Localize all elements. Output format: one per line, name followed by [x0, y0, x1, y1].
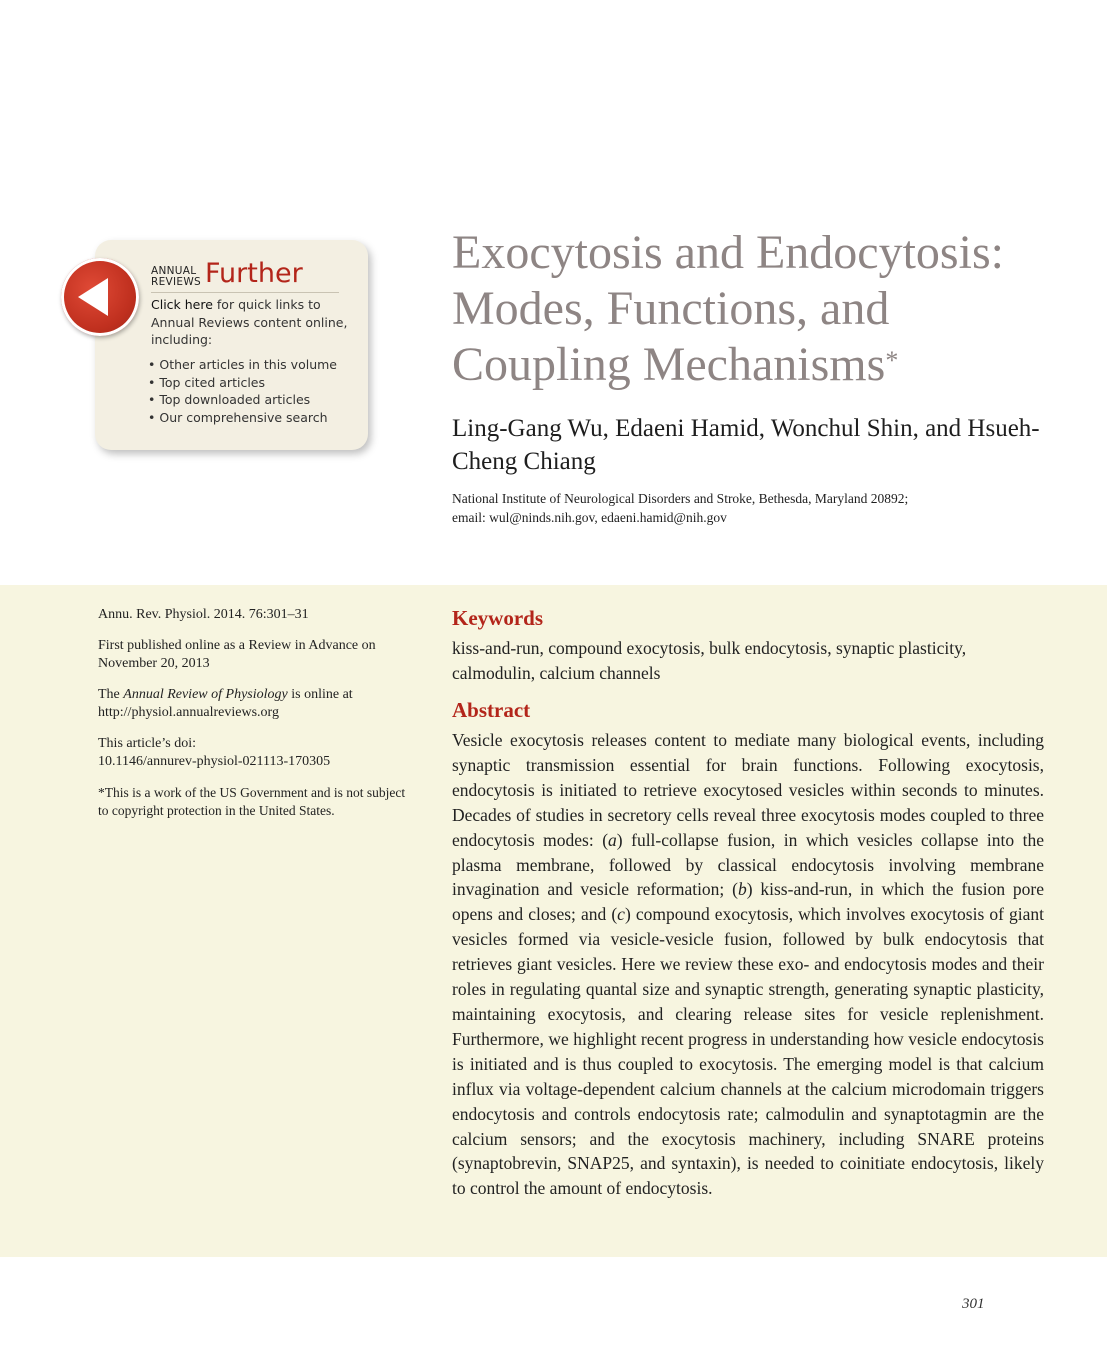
page-number: 301	[962, 1296, 985, 1312]
abstract-heading: Abstract	[452, 698, 531, 722]
further-back-arrow-icon[interactable]	[61, 258, 139, 336]
further-links-list	[148, 356, 337, 426]
further-link-top-cited[interactable]: • Top cited articles	[148, 374, 337, 392]
affiliation-line: National Institute of Neurological Disorders and Stroke, Bethesda, Maryland 20892;	[452, 491, 909, 506]
article-affiliation	[452, 489, 1072, 527]
government-note: *This is a work of the US Government and is not subject to copyright protection in the United States.	[98, 784, 406, 818]
further-logo-text: Further	[205, 258, 303, 289]
further-intro: Click here for quick links to Annual Reviews content online, including:	[151, 297, 348, 347]
article-authors: Ling-Gang Wu, Edaeni Hamid, Wonchul Shin, and Hsueh-Cheng Chiang	[452, 415, 1040, 475]
keywords-heading: Keywords	[452, 606, 543, 630]
citation: Annu. Rev. Physiol. 2014. 76:301–31	[98, 607, 309, 622]
title-footnote-mark: *	[885, 346, 899, 375]
keywords-text: kiss-and-run, compound exocytosis, bulk endocytosis, synaptic plasticity, calmodulin, calcium channels	[452, 638, 967, 683]
first-published: First published online as a Review in Advance on November 20, 2013	[98, 637, 376, 671]
further-header	[151, 260, 303, 288]
click-here-link[interactable]: Click here	[151, 297, 213, 312]
further-link-top-downloaded[interactable]: • Top downloaded articles	[148, 391, 337, 409]
journal-name: Annual Review of Physiology	[123, 686, 288, 702]
further-link-search[interactable]: • Our comprehensive search	[148, 409, 337, 427]
doi-value[interactable]: 10.1146/annurev-physiol-021113-170305	[98, 754, 331, 769]
article-metadata	[98, 606, 408, 832]
doi-note: This article’s doi: 10.1146/annurev-physiol-021113-170305	[98, 735, 331, 769]
abstract-main	[452, 604, 1044, 1201]
online-note: The Annual Review of Physiology is online at http://physiol.annualreviews.org	[98, 686, 353, 720]
abstract-text: Vesicle exocytosis releases content to mediate many biological events, including synaptic transmission essential for brain functions. Following exocytosis, endocytosis is initiated to retrieve exocytosed vesicles within seconds to minutes. Decades of studies in secretory cells reveal three exocytosis modes coupled to three endocytosis modes: (a) full-collapse fusion, in which vesicles collapse into the plasma membrane, followed by classical endocytosis involving membrane invagination and vesicle reformation; (b) kiss-and-run, in which the fusion pore opens and closes; and (c) compound exocytosis, which involves exocytosis of giant vesicles formed via vesicle-vesicle fusion, followed by bulk endocytosis that retrieves giant vesicles. Here we review these exo- and endocytosis modes and their roles in regulating quantal size and synaptic strength, generating synaptic plasticity, maintaining exocytosis, and clearing release sites for vesicle replenishment. Furthermore, we highlight recent progress in understanding how vesicle endocytosis is initiated and is thus coupled to exocytosis. The emerging model is that calcium influx via voltage-dependent calcium channels at the calcium microdomain triggers endocytosis and controls endocytosis rate; calmodulin and synaptotagmin are the calcium sensors; and the exocytosis machinery, including SNARE proteins (synaptobrevin, SNAP25, and syntaxin), is needed to coinitiate endocytosis, likely to control the amount of endocytosis.	[452, 730, 1044, 1199]
further-divider	[151, 292, 339, 293]
further-link-other-articles[interactable]: • Other articles in this volume	[148, 356, 337, 374]
annual-reviews-logo: ANNUAL REVIEWS	[151, 265, 201, 288]
article-title: Exocytosis and Endocytosis: Modes, Functions, and Coupling Mechanisms*	[452, 226, 1004, 391]
affiliation-email: email: wul@ninds.nih.gov, edaeni.hamid@nih.gov	[452, 510, 727, 525]
